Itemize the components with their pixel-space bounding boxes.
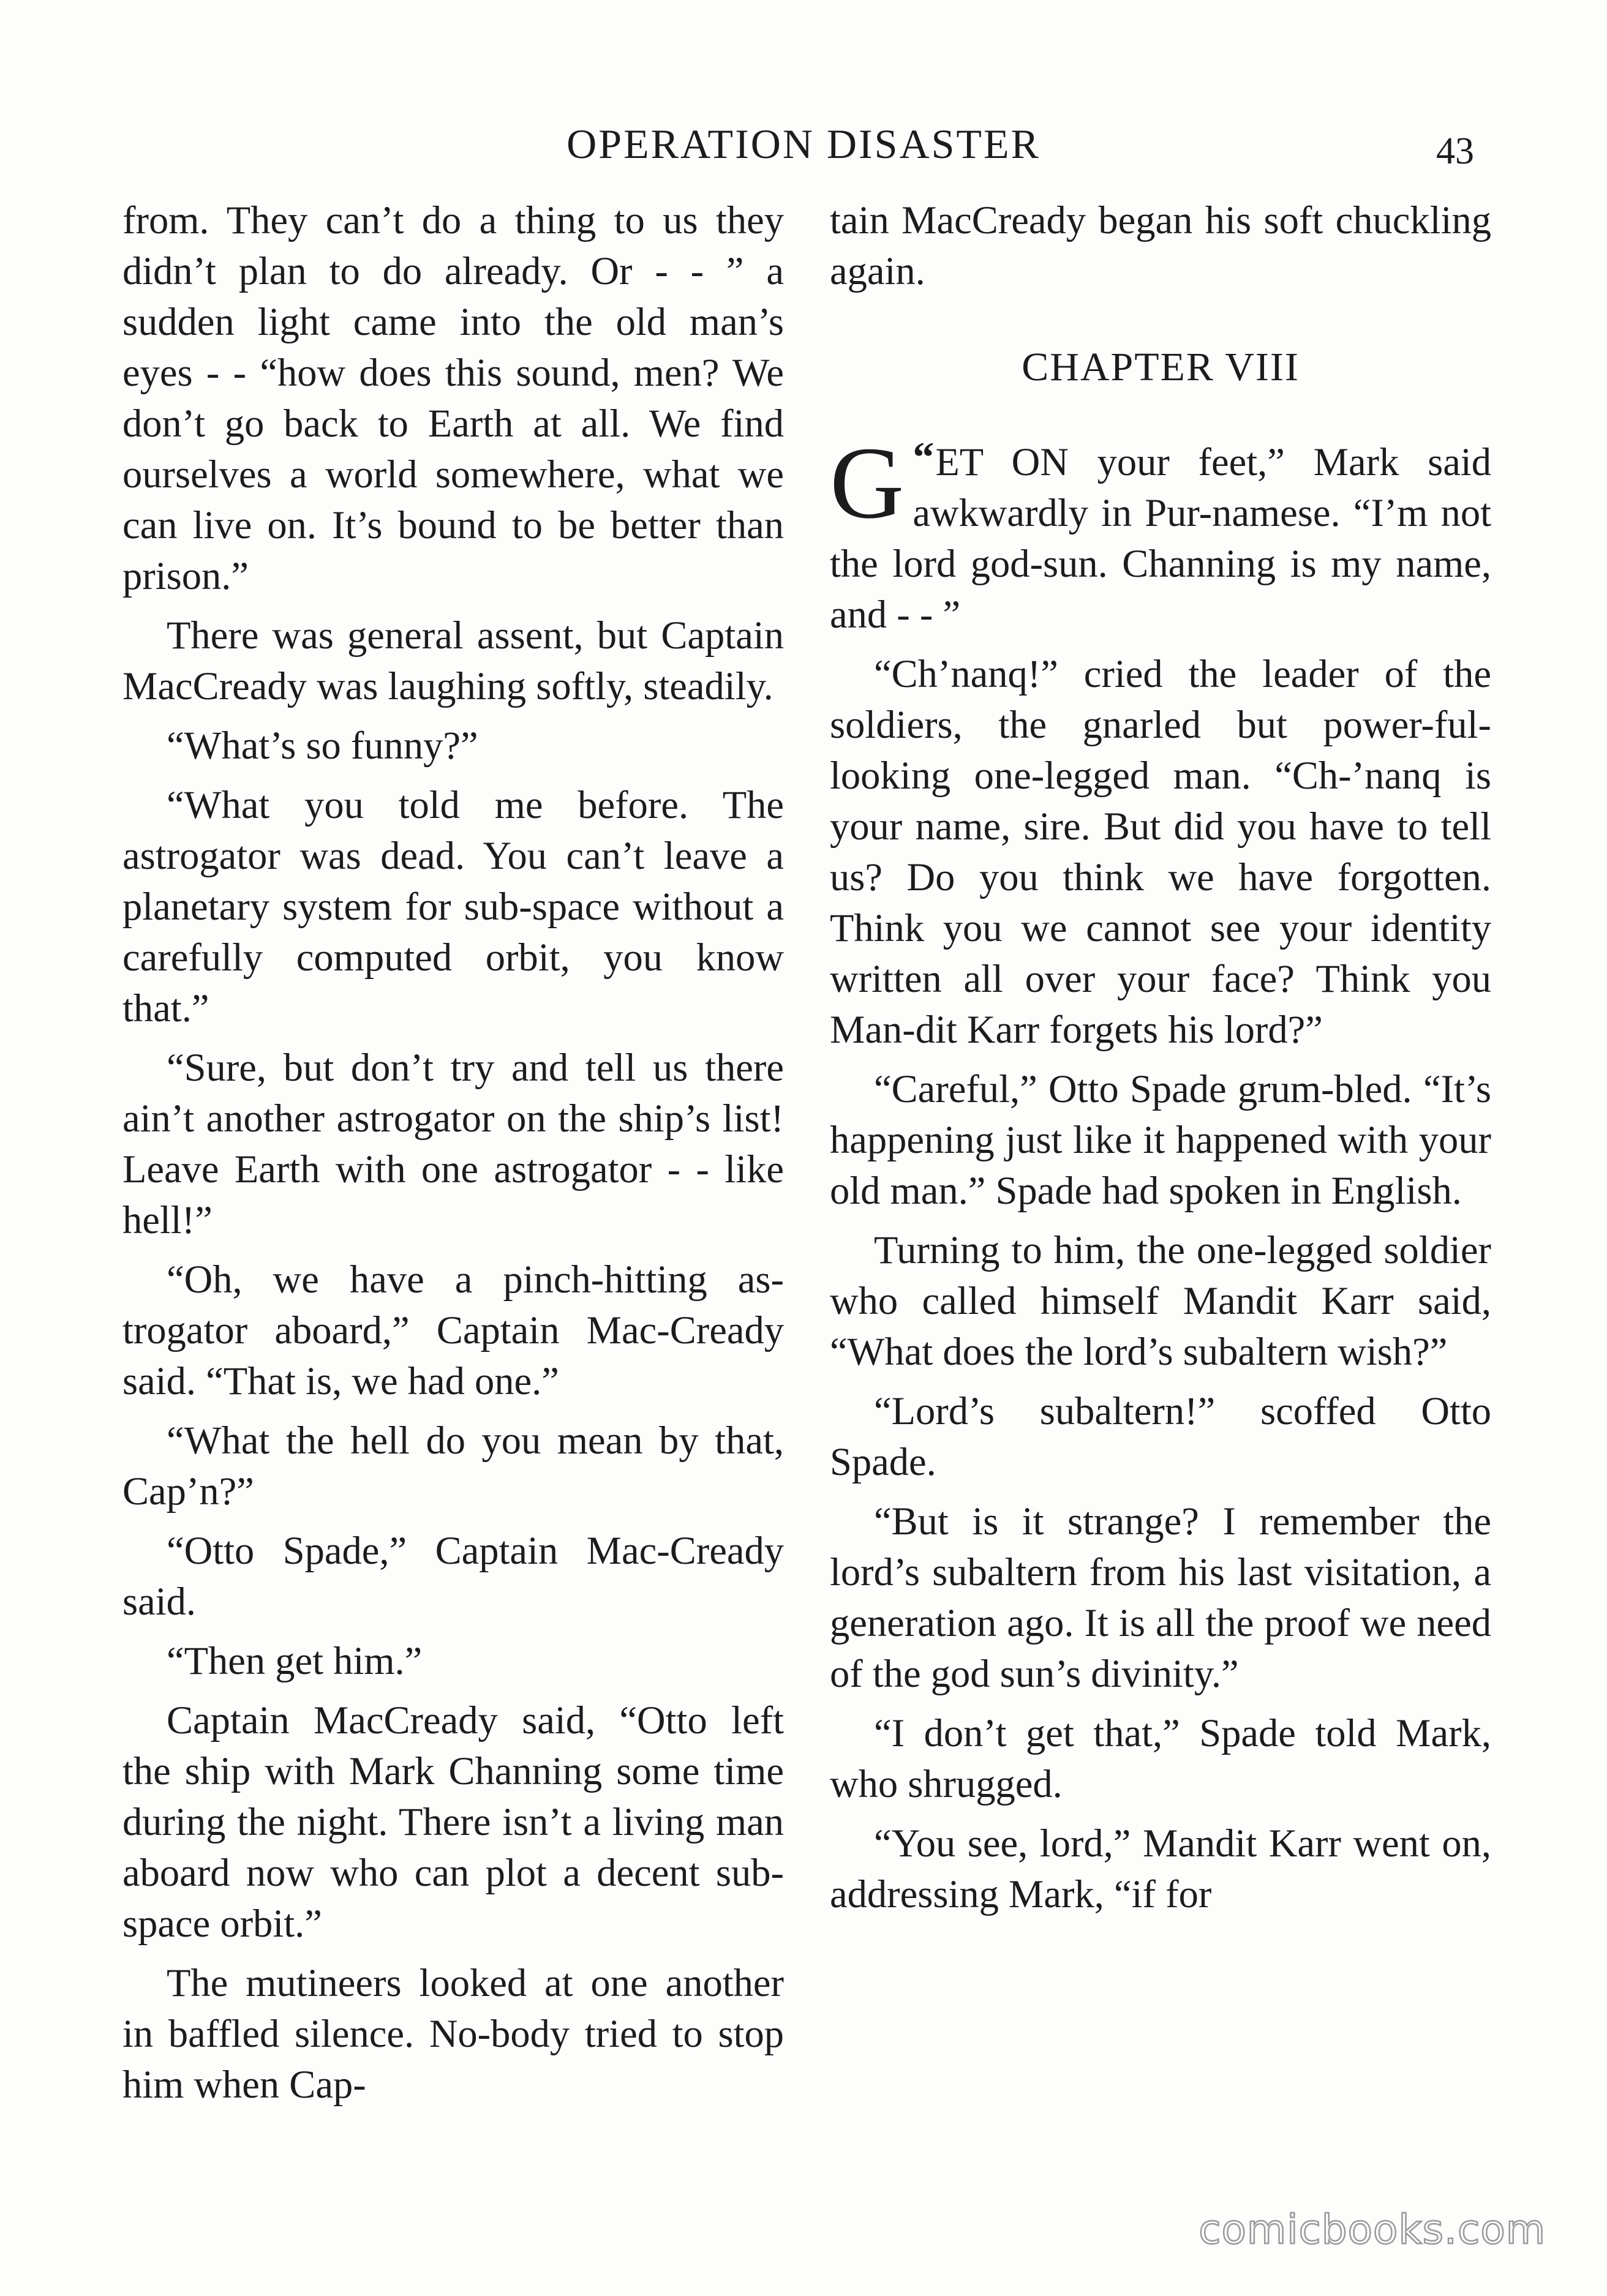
page-number: 43 [1436, 130, 1474, 172]
paragraph: “Ch’nanq!” cried the leader of the soldiers, the gnarled but power-ful-looking one-legged man. “Ch-’nanq is your name, sire. But did you have to tell us? Do you think we have forgotten. Think you we cannot see your identity written all over your face? Think you Man-dit Karr forgets his lord?” [830, 652, 1491, 1051]
right-text-column [830, 195, 1491, 1928]
site-watermark: comicbooks.com [1199, 2206, 1546, 2253]
paragraph: “Otto Spade,” Captain Mac-Cready said. [122, 1529, 784, 1623]
paragraph: “But is it strange? I remember the lord’s subaltern from his last visitation, a generation ago. It is all the proof we need of the god sun’s divinity.” [830, 1499, 1491, 1695]
paragraph: “Sure, but don’t try and tell us there ain’t another astrogator on the ship’s list! Leave Earth with one astrogator - - like hell!” [122, 1046, 784, 1242]
paragraph: “Lord’s subaltern!” scoffed Otto Spade. [830, 1389, 1491, 1484]
paragraph: “I don’t get that,” Spade told Mark, who shrugged. [830, 1711, 1491, 1806]
dropcap-paragraph-text: ET ON your feet,” Mark said awkwardly in Pur-namese. “I’m not the lord god-sun. Channing is my name, and - - ” [830, 440, 1491, 636]
chapter-opening-paragraph [830, 426, 1491, 640]
chapter-heading: CHAPTER VIII [1022, 345, 1300, 389]
paragraph: “What you told me before. The astrogator was dead. You can’t leave a planetary system for sub-space without a carefully computed orbit, you know that.” [122, 783, 784, 1030]
paragraph: Captain MacCready said, “Otto left the ship with Mark Channing some time during the night. There isn’t a living man aboard now who can plot a decent sub-space orbit.” [122, 1698, 784, 1945]
paragraph: “Oh, we have a pinch-hitting as-trogator aboard,” Captain Mac-Cready said. “That is, we had one.” [122, 1258, 784, 1403]
paragraph: from. They can’t do a thing to us they didn’t plan to do already. Or - - ” a sudden light came into the old man’s eyes - - “how does this sound, men? We don’t go back to Earth at all. We find ourselves a world somewhere, what we can live on. It’s bound to be better than prison.” [122, 198, 784, 598]
running-head-title: OPERATION DISASTER [566, 121, 1041, 167]
left-text-column [122, 195, 784, 2118]
paragraph: Turning to him, the one-legged soldier who called himself Mandit Karr said, “What does the lord’s subaltern wish?” [830, 1228, 1491, 1373]
paragraph: “You see, lord,” Mandit Karr went on, addressing Mark, “if for [830, 1821, 1491, 1916]
continuation-paragraph: tain MacCready began his soft chuckling again. [830, 198, 1491, 293]
paragraph: There was general assent, but Captain MacCready was laughing softly, steadily. [122, 613, 784, 708]
dropcap-letter: G [830, 426, 905, 540]
paragraph: “What’s so funny?” [167, 724, 478, 767]
paragraph: The mutineers looked at one another in baffled silence. No-body tried to stop him when Cap- [122, 1961, 784, 2106]
paragraph: “Careful,” Otto Spade grum-bled. “It’s happening just like it happened with your old man.” Spade had spoken in English. [830, 1067, 1491, 1212]
paragraph: “Then get him.” [167, 1639, 423, 1683]
paragraph: “What the hell do you mean by that, Cap’n?” [122, 1419, 784, 1513]
dropcap-quote: “ [913, 434, 935, 481]
